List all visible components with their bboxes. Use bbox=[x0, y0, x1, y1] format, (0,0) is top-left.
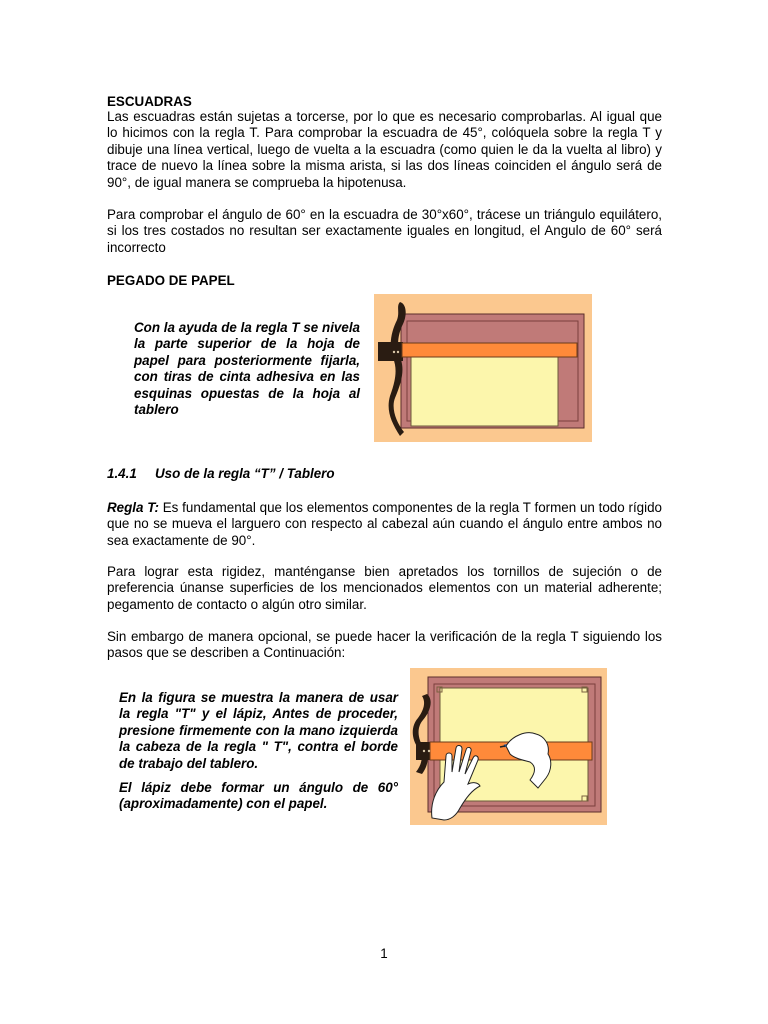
ruler-head-block bbox=[378, 342, 403, 361]
paper-sheet bbox=[411, 354, 558, 426]
caption-angulo-lapiz: El lápiz debe formar un ángulo de 60° (aproximadamente) con el papel. bbox=[119, 780, 398, 812]
ruler-blade bbox=[402, 343, 577, 357]
subsection-heading bbox=[107, 466, 335, 481]
regla-t-label: Regla T: bbox=[107, 500, 159, 515]
t-square-usage-figure bbox=[410, 668, 607, 825]
paragraph-rigidez: Para lograr esta rigidez, manténganse bien apretados los tornillos de sujeción o de preferencia únanse superficies de los mencionados elementos con un material adherente; pegamento de contacto o algún otro similar. bbox=[107, 564, 662, 612]
subsection-number: 1.4.1 bbox=[107, 466, 137, 481]
paragraph-angle-60: Para comprobar el ángulo de 60° en la escuadra de 30°x60°, trácese un triángulo equilátero, si los tres costados no resultan ser exactamente iguales en longitud, el Angulo de 60° será incorrecto bbox=[107, 207, 662, 255]
paragraph-verificacion: Sin embargo de manera opcional, se puede hacer la verificación de la regla T siguiendo los pasos que se describen a Continuación: bbox=[107, 629, 662, 661]
t-square-board-figure bbox=[374, 294, 592, 442]
caption-pegado: Con la ayuda de la regla T se nivela la parte superior de la hoja de papel para posteriormente fijarla, con tiras de cinta adhesiva en las esquinas opuestas de la hoja al tablero bbox=[134, 320, 360, 418]
paragraph-regla-t bbox=[107, 500, 662, 549]
page-number: 1 bbox=[380, 946, 388, 961]
heading-escuadras: ESCUADRAS bbox=[107, 94, 192, 109]
subsection-title: Uso de la regla “T” / Tablero bbox=[155, 466, 335, 481]
caption-uso-regla: En la figura se muestra la manera de usar la regla "T" y el lápiz, Antes de proceder, presione firmemente con la mano izquierda la cabeza de la regla " T", contra el borde de trabajo del tablero. bbox=[119, 690, 398, 771]
heading-pegado-de-papel: PEGADO DE PAPEL bbox=[107, 273, 235, 288]
paragraph-escuadras-check: Las escuadras están sujetas a torcerse, por lo que es necesario comprobarlas. Al igual que lo hicimos con la regla T. Para comprobar la escuadra de 45°, colóquela sobre la regla T y dibuje una línea vertical, luego de vuelta a la escuadra (como quien le da la vuelta al libro) y trace de nuevo la línea sobre la misma arista, si las dos líneas coinciden el ángulo será de 90°, de igual manera se comprueba la hipotenusa. bbox=[107, 109, 662, 190]
regla-t-text: Es fundamental que los elementos componentes de la regla T formen un todo rígido que no se mueva el larguero con respecto al cabezal aún cuando el ángulo entre ambos no sea exactamente de 90°. bbox=[107, 500, 662, 548]
